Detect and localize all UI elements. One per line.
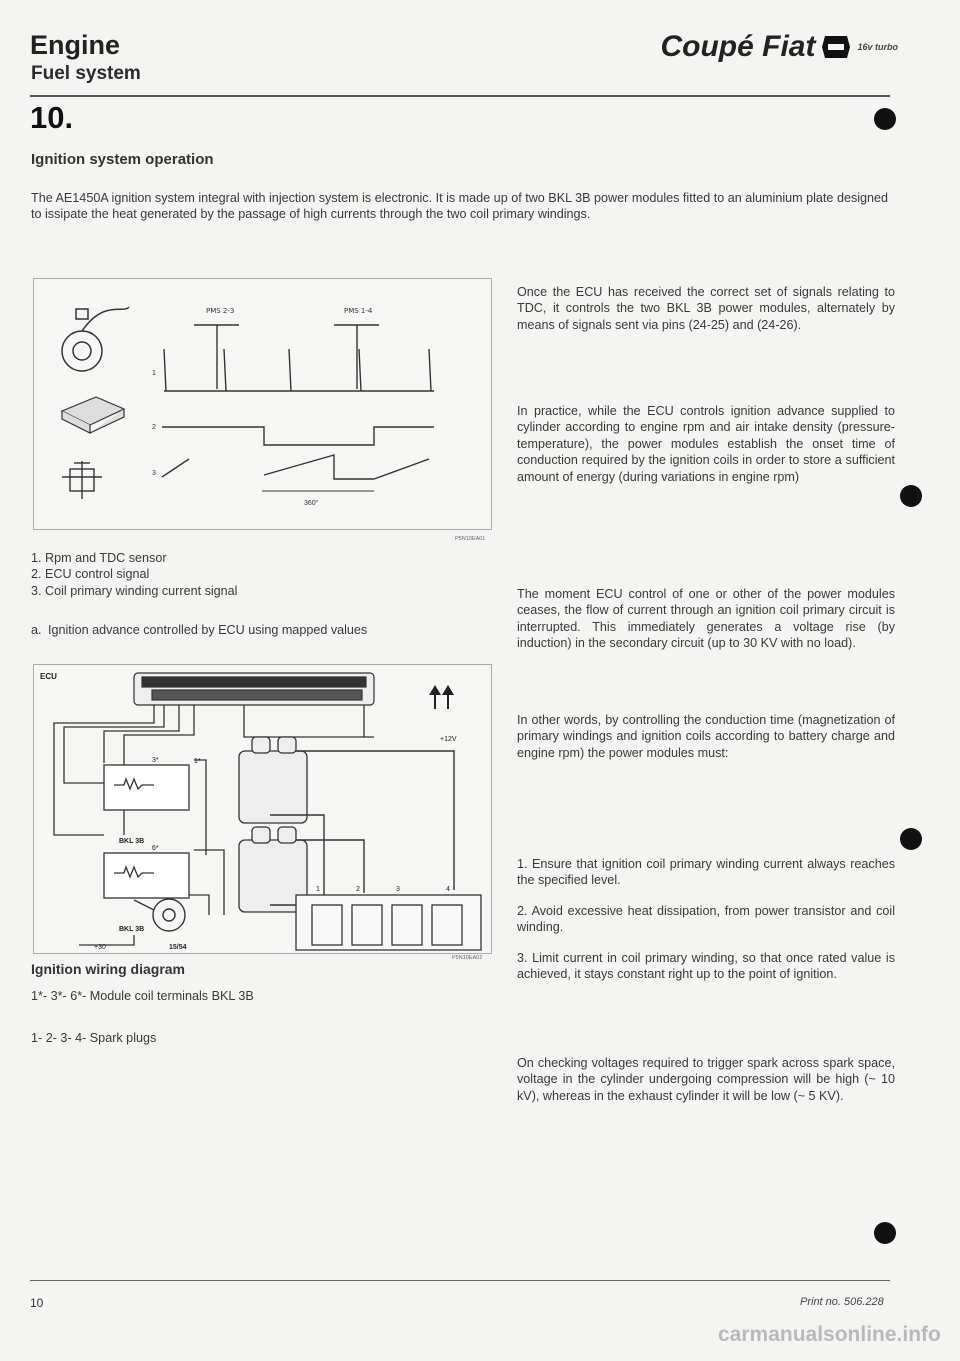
timing-figure: [33, 278, 492, 530]
rpm-sensor-icon: [62, 307, 129, 371]
period-label: 360°: [304, 500, 319, 507]
spark-plug-2-label: 2: [356, 886, 360, 893]
page-number: 10.: [30, 100, 74, 135]
figure2-legend-item: 1*- 3*- 6*- Module coil terminals BKL 3B: [31, 989, 254, 1003]
timing-diagram: [34, 279, 491, 529]
spark-plug-1-label: 1: [316, 886, 320, 893]
binder-hole-icon: [874, 108, 896, 130]
legend-item: 3. Coil primary winding current signal: [31, 583, 238, 598]
wires: [54, 705, 374, 915]
ecu-module-icon: [62, 397, 124, 433]
trace-3-label: 3: [152, 470, 156, 477]
figure2-legend-item: 1- 2- 3- 4- Spark plugs: [31, 1031, 157, 1045]
watermark: carmanualsonline.info: [718, 1323, 941, 1346]
legend-item: 2. ECU control signal: [31, 567, 150, 582]
ecu-label: ECU: [40, 672, 57, 681]
requirements-list: [517, 856, 895, 982]
header-rule: [30, 95, 890, 97]
binder-hole-icon: [900, 485, 922, 507]
v12-label: +12V: [440, 736, 457, 743]
list-item: 2. Avoid excessive heat dissipation, from power transistor and coil winding.: [517, 903, 895, 935]
paragraph-2: In practice, while the ECU controls ignition advance supplied to cylinder according to engine rpm and air intake density (pressure-temperature), the power modules establish the onset time of conduction required by the ignition coils in order to store a sufficient amount of energy (during variations in engine rpm): [517, 404, 895, 484]
figure2-code: P5N10EA02: [452, 955, 483, 961]
pms23-label: PMS 2-3: [206, 307, 235, 315]
bkl-a-label: BKL 3B: [119, 838, 145, 845]
t3-label: 3*: [152, 757, 159, 764]
plus30-label: +30: [94, 944, 106, 951]
arrow-icon: [429, 685, 454, 709]
spark-plug-4-label: 4: [446, 886, 450, 893]
binder-hole-icon: [900, 828, 922, 850]
bkl-module-b-icon: [104, 853, 189, 898]
paragraph-1: Once the ECU has received the correct set of signals relating to TDC, it controls the two BKL 3B power modules, alternately by means of signals sent via pins (24-25) and (24-26).: [517, 285, 895, 332]
ecu-connector-icon: [134, 673, 374, 705]
figure2-caption: Ignition wiring diagram: [31, 961, 185, 977]
bkl-b-label: BKL 3B: [119, 926, 145, 933]
coil-icon: [62, 461, 102, 499]
signal-1-trace: [164, 325, 434, 391]
engine-block-icon: [296, 895, 481, 950]
figure1-code: P5N10EA01: [455, 536, 486, 542]
fiat-logo-icon: [821, 34, 851, 60]
page-title: Ignition system operation: [31, 151, 214, 168]
footer-page-number: 10: [30, 1296, 44, 1310]
trace-1-label: 1: [152, 370, 156, 377]
trace-2-label: 2: [152, 424, 156, 431]
paragraph-3: The moment ECU control of one or other of the power modules ceases, the flow of current through an ignition coil primary circuit is interrupted. This immediately generates a voltage rise (by induction) in the secondary circuit (up to 30 KV with no load).: [517, 587, 895, 651]
bkl-module-a-icon: [104, 765, 189, 810]
footer-rule: [30, 1280, 890, 1281]
note-marker: a.: [31, 623, 42, 637]
legend-item: 1. Rpm and TDC sensor: [31, 551, 167, 565]
t6-label: 6*: [152, 845, 159, 852]
footer-print-number: Print no. 506.228: [800, 1296, 884, 1308]
brand-block: [660, 30, 898, 64]
figure1-legend: [31, 550, 491, 599]
intro-paragraph: The AE1450A ignition system integral with injection system is electronic. It is made up of two BKL 3B power modules fitted to an aluminium plate designed to issipate the heat generated by the passage of high currents through the two coil primary windings.: [31, 191, 889, 222]
signal-2-trace: [162, 427, 434, 445]
list-item: 1. Ensure that ignition coil primary winding current always reaches the specified level.: [517, 857, 895, 888]
battery-wire: [79, 935, 134, 945]
binder-hole-icon: [874, 1222, 896, 1244]
paragraph-5: On checking voltages required to trigger spark across spark space, voltage in the cylinder undergoing compression will be high (~ 10 kV), whereas in the exhaust cylinder it will be low (~ 5 KV).: [517, 1056, 895, 1103]
paragraph-4: In other words, by controlling the conduction time (magnetization of primary windings and ignition coils according to battery charge and engine rpm) the power modules must:: [517, 713, 895, 760]
list-item: 3. Limit current in coil primary winding, so that once rated value is achieved, it stays constant right up to the point of ignition.: [517, 950, 895, 982]
subsection-title: Fuel system: [31, 63, 141, 84]
wiring-diagram: [34, 665, 491, 953]
t1-label: 1*: [194, 758, 201, 765]
signal-3-trace: [162, 455, 429, 479]
wiring-figure: [33, 664, 492, 954]
brand-name: Coupé Fiat: [660, 30, 816, 63]
section-title: Engine: [30, 30, 121, 60]
badge-text: 16v turbo: [857, 42, 898, 52]
pms14-label: PMS 1-4: [344, 307, 373, 315]
spark-plug-3-label: 3: [396, 886, 400, 893]
ignition-coil-a-icon: [239, 737, 307, 823]
figure1-note: Ignition advance controlled by ECU using mapped values: [48, 623, 368, 637]
fuse-label: 15/54: [169, 944, 187, 951]
